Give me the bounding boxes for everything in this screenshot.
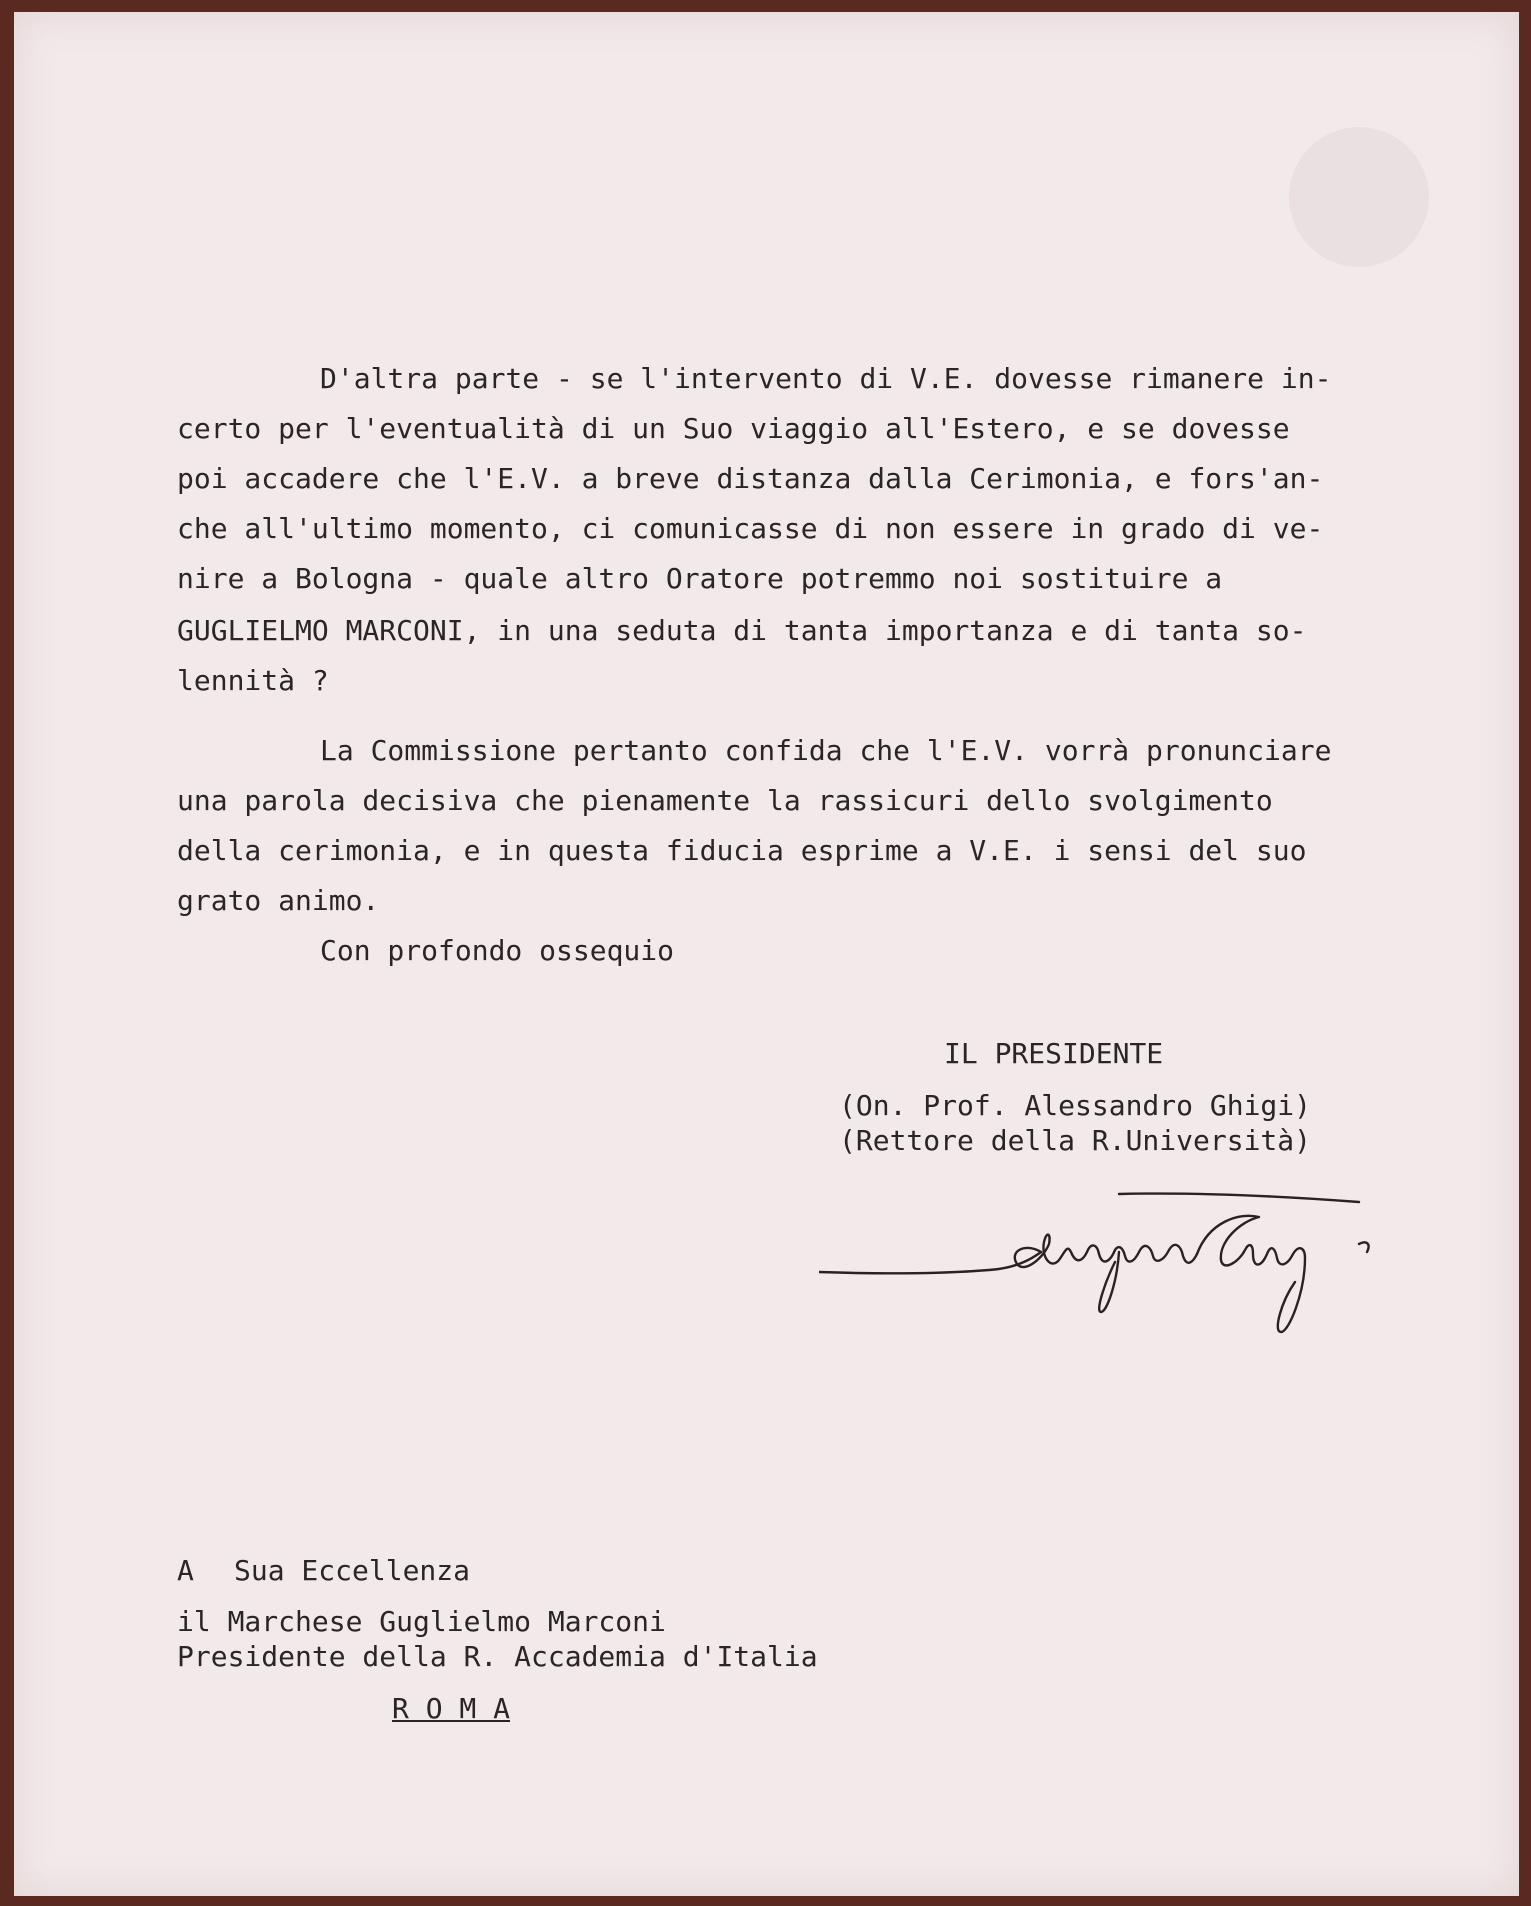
body-line-9: una parola decisiva che pienamente la rassicuri dello svolgimento [177,784,1273,817]
body-line-10: della cerimonia, e in questa fiducia esprime a V.E. i sensi del suo [177,834,1307,867]
body-line-5: nire a Bologna - quale altro Oratore potremmo noi sostituire a [177,562,1223,595]
address-city: R O M A [392,1692,511,1725]
signer-title: IL PRESIDENTE [944,1037,1164,1070]
handwritten-signature [819,1182,1379,1352]
closing-line: Con profondo ossequio [320,934,675,967]
body-line-8: La Commissione pertanto confida che l'E.V. vorrà pronunciare [320,734,1332,767]
signer-name: (On. Prof. Alessandro Ghigi) [839,1089,1312,1122]
watermark-seal [1289,127,1429,267]
address-line-1: Sua Eccellenza [234,1554,471,1587]
address-prefix: A [177,1554,194,1587]
body-line-4: che all'ultimo momento, ci comunicasse di non essere in grado di ve- [177,512,1324,545]
signer-role: (Rettore della R.Università) [839,1124,1312,1157]
address-line-3: Presidente della R. Accademia d'Italia [177,1640,818,1673]
body-line-2: certo per l'eventualità di un Suo viaggio all'Estero, e se dovesse [177,412,1290,445]
body-line-11: grato animo. [177,884,380,917]
body-line-6: GUGLIELMO MARCONI, in una seduta di tanta importanza e di tanta so- [177,614,1307,647]
body-line-1: D'altra parte - se l'intervento di V.E. dovesse rimanere in- [320,362,1332,395]
address-line-2: il Marchese Guglielmo Marconi [177,1605,666,1638]
body-line-3: poi accadere che l'E.V. a breve distanza dalla Cerimonia, e fors'an- [177,462,1324,495]
letter-page [14,12,1519,1896]
body-line-7: lennità ? [177,664,329,697]
